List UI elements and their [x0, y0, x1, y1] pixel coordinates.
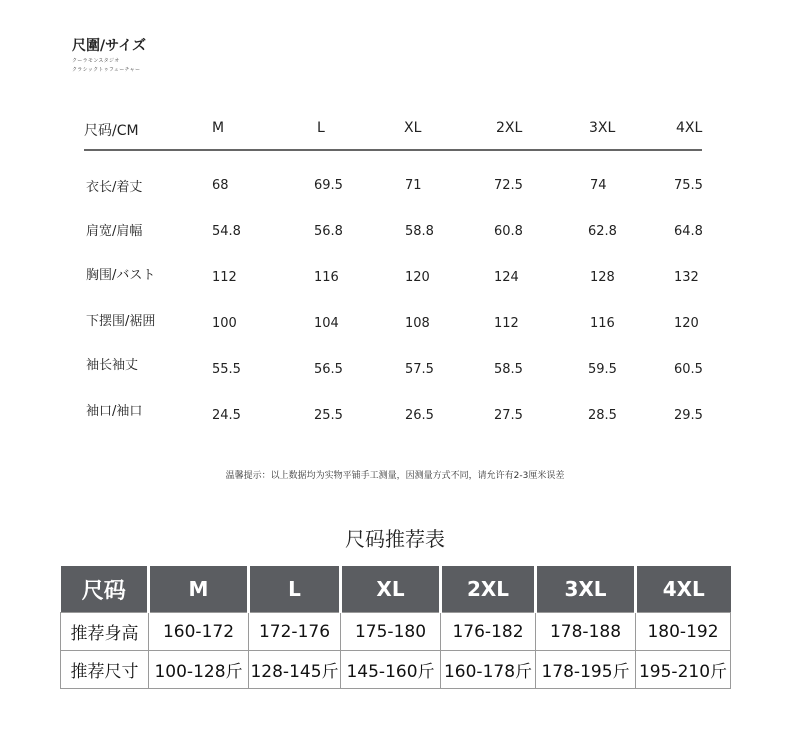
- table-row: [61, 613, 731, 651]
- cell: 68: [212, 178, 229, 193]
- cell: 75.5: [674, 178, 703, 193]
- table-row: [61, 651, 731, 689]
- cell: 25.5: [314, 408, 343, 423]
- recommend-col-2xl: 2XL: [441, 566, 536, 613]
- recommend-col-xl: XL: [341, 566, 441, 613]
- cell: 56.8: [314, 224, 343, 239]
- cell: 58.5: [494, 362, 523, 377]
- row-label-chest: 胸围/バスト: [86, 268, 156, 283]
- cell: 60.8: [494, 224, 523, 239]
- cell: 160-172: [149, 613, 249, 651]
- size-col-4xl: 4XL: [676, 120, 703, 136]
- size-table-divider: [84, 149, 702, 151]
- cell: 180-192: [636, 613, 731, 651]
- cell: 128-145斤: [249, 651, 341, 689]
- cell: 56.5: [314, 362, 343, 377]
- recommend-header-row: [61, 566, 731, 613]
- brand-subtitle-2: クラシックトゥフューチャー: [72, 67, 141, 73]
- cell: 128: [590, 270, 615, 285]
- cell: 116: [314, 270, 339, 285]
- cell: 108: [405, 316, 430, 331]
- cell: 112: [212, 270, 237, 285]
- cell: 178-188: [536, 613, 636, 651]
- size-col-l: L: [317, 120, 325, 136]
- cell: 74: [590, 178, 607, 193]
- cell: 160-178斤: [441, 651, 536, 689]
- recommend-col-3xl: 3XL: [536, 566, 636, 613]
- recommend-col-m: M: [149, 566, 249, 613]
- measurement-note: 温馨提示：以上数据均为实物平铺手工测量，因测量方式不同，请允许有2-3厘米误差: [225, 471, 565, 481]
- cell: 175-180: [341, 613, 441, 651]
- cell: 60.5: [674, 362, 703, 377]
- cell: 172-176: [249, 613, 341, 651]
- cell: 24.5: [212, 408, 241, 423]
- cell: 120: [674, 316, 699, 331]
- cell: 58.8: [405, 224, 434, 239]
- size-table-corner: 尺码/CM: [84, 123, 139, 139]
- cell: 71: [405, 178, 422, 193]
- row-label-cuff: 袖口/袖口: [86, 404, 143, 419]
- cell: 120: [405, 270, 430, 285]
- cell: 26.5: [405, 408, 434, 423]
- cell: 27.5: [494, 408, 523, 423]
- cell: 112: [494, 316, 519, 331]
- recommend-table: [60, 566, 731, 689]
- row-label-hem: 下摆围/裾囲: [86, 314, 156, 329]
- recommend-col-l: L: [249, 566, 341, 613]
- size-col-m: M: [212, 120, 225, 136]
- cell: 145-160斤: [341, 651, 441, 689]
- recommend-col-4xl: 4XL: [636, 566, 731, 613]
- row-label-weight: 推荐尺寸: [61, 651, 149, 689]
- size-col-2xl: 2XL: [496, 120, 523, 136]
- cell: 28.5: [588, 408, 617, 423]
- row-label-shoulder: 肩宽/肩幅: [86, 224, 143, 239]
- cell: 55.5: [212, 362, 241, 377]
- cell: 54.8: [212, 224, 241, 239]
- cell: 29.5: [674, 408, 703, 423]
- cell: 59.5: [588, 362, 617, 377]
- cell: 100: [212, 316, 237, 331]
- cell: 69.5: [314, 178, 343, 193]
- cell: 116: [590, 316, 615, 331]
- row-label-length: 衣长/着丈: [86, 180, 143, 195]
- brand-subtitle-1: クーラモンスタジオ: [72, 58, 120, 64]
- row-label-sleeve: 袖长袖丈: [86, 358, 139, 373]
- cell: 104: [314, 316, 339, 331]
- cell: 100-128斤: [149, 651, 249, 689]
- cell: 176-182: [441, 613, 536, 651]
- cell: 64.8: [674, 224, 703, 239]
- cell: 72.5: [494, 178, 523, 193]
- cell: 124: [494, 270, 519, 285]
- cell: 57.5: [405, 362, 434, 377]
- recommend-header-size: 尺码: [61, 566, 149, 613]
- row-label-height: 推荐身高: [61, 613, 149, 651]
- size-col-3xl: 3XL: [589, 120, 616, 136]
- recommend-title: 尺码推荐表: [345, 527, 445, 551]
- cell: 178-195斤: [536, 651, 636, 689]
- cell: 195-210斤: [636, 651, 731, 689]
- size-col-xl: XL: [404, 120, 422, 136]
- cell: 132: [674, 270, 699, 285]
- cell: 62.8: [588, 224, 617, 239]
- brand-title: 尺圍/サイズ: [72, 38, 146, 54]
